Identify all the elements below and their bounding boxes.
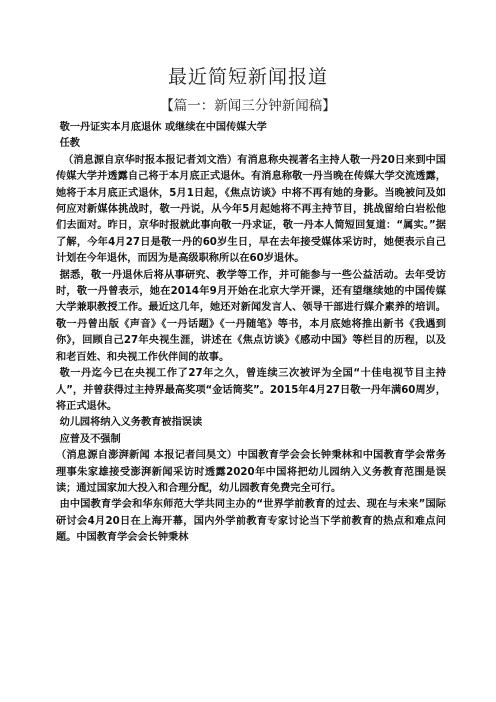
document-title: 最近简短新闻报道 <box>167 66 328 88</box>
article-2-headline-cont: 应普及不强制 <box>59 433 121 445</box>
article-2-paragraph: 由中国教育学会和华东师范大学共同主办的“世界学前教育的过去、现在与未来”国际研讨会4月20日在上海开幕，国内外学前教育专家讨论当下学前教育的热点和难点问题。中国教育学会会长钟秉林 <box>56 499 446 544</box>
article-1-paragraph: 敬一丹迄今已在央视工作了27年之久，曾连续三次被评为全国“十佳电视节目主持人”，并曾获得过主持界最高奖项“金话筒奖”。2015年4月27日敬一丹年满60周岁，将正式退休。 <box>56 368 446 412</box>
article-1-headline-cont: 任教 <box>59 138 80 150</box>
article-2-headline: 幼儿园将纳入义务教育被指误读 <box>59 417 203 429</box>
document-subtitle: 【篇一：新闻三分钟新闻稿】 <box>160 98 336 114</box>
article-1-paragraph: （消息源自京华时报本报记者刘文浩）有消息称央视著名主持人敬一丹20日来到中国传媒大学并透露自己将于本月底正式退休。有消息称敬一丹当晚在传媒大学交流透露，她将于本月底正式退休，5月1日起，《焦点访谈》中将不再有她的身影。当晚被问及如何应对新媒体挑战时，敬一丹说，从今年5月起她将不再主持节目，挑战留给白岩松他们去面对。昨日，京华时报就此事向敬一丹求证，敬一丹本人简短回复道：“属实。”据了解，今年4月27日是敬一丹的60岁生日，早在去年接受媒体采访时，她便表示自己计划在今年退休，而因为是高级职称所以在60岁退休。 <box>56 154 446 265</box>
article-1-paragraph: 据悉，敬一丹退休后将从事研究、教学等工作，并可能参与一些公益活动。去年受访时，敬一丹曾表示，她在2014年9月开始在北京大学开课，还有望继续她的中国传媒大学兼职教授工作。最近这几年，她还对新闻发言人、领导干部进行媒介素养的培训。敬一丹曾出版《声音》《一丹话题》《一丹随笔》等书，本月底她将推出新书《我遇到你》，回顾自己27年央视生涯，讲述在《焦点访谈》《感动中国》等栏目的历程，以及和老百姓、和央视工作伙伴间的故事。 <box>56 269 446 363</box>
article-2-paragraph: （消息源自澎湃新闻 本报记者闫昊文）中国教育学会会长钟秉林和中国教育学会常务理事朱家雄接受澎湃新闻采访时透露2020年中国将把幼儿园纳入义务教育范围是误读；通过国家加大投入和合理分配，幼儿园教育免费完全可行。 <box>56 450 446 494</box>
article-1-headline: 敬一丹证实本月底退休 或继续在中国传媒大学 <box>59 122 267 133</box>
document-body <box>56 120 446 547</box>
